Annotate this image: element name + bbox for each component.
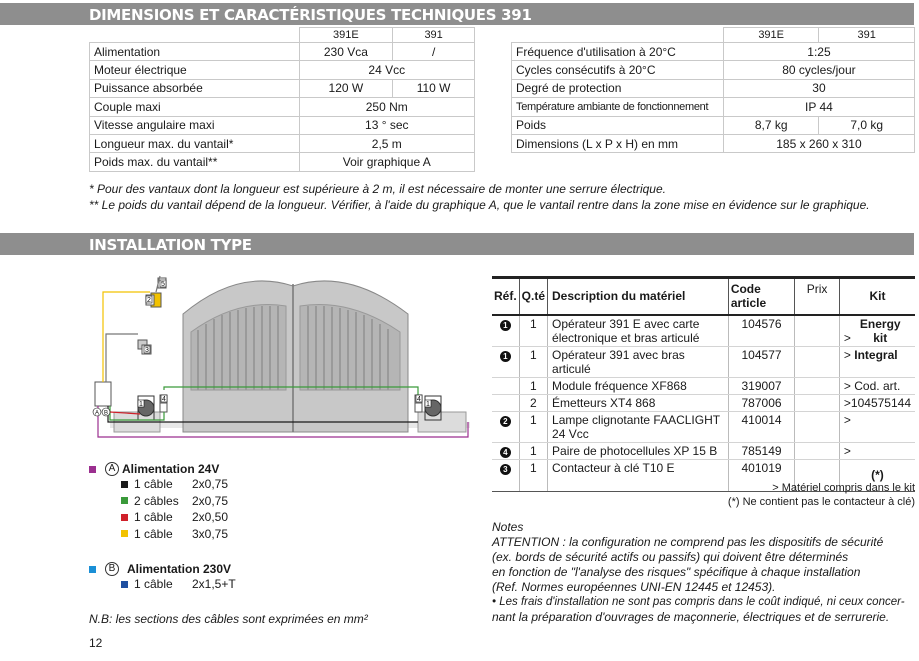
spec-label: Moteur électrique (90, 61, 300, 79)
cable-section-note: N.B: les sections des câbles sont exprimées en mm² (89, 612, 368, 626)
spec-label: Poids (512, 116, 724, 134)
spec-value: 80 cycles/jour (723, 61, 914, 79)
section-title-specs: DIMENSIONS ET CARACTÉRISTIQUES TECHNIQUES 391 (0, 3, 914, 25)
diagram-label-4b: 4 (417, 396, 421, 403)
spec-value: 13 ° sec (299, 116, 474, 134)
spec-value: 24 Vcc (299, 61, 474, 79)
cable-row: 1 câble 2x0,75 (89, 476, 389, 493)
footnote: * Pour des vantaux dont la longueur est supérieure à 2 m, il est nécessaire de monter une serrure électrique. (89, 182, 666, 196)
col-ref: Réf. (492, 278, 519, 315)
ref-badge: 4 (500, 447, 511, 458)
page-number: 12 (89, 636, 103, 650)
diagram-label-a: A (95, 410, 100, 417)
notes-line: nant la préparation d'ouvrages de maçonnerie, électriques et de serrurerie. (492, 610, 890, 624)
spec-label: Fréquence d'utilisation à 20°C (512, 43, 724, 61)
cable-color-swatch (121, 581, 128, 588)
col-code: Code article (728, 278, 794, 315)
spec-table-right (511, 27, 915, 153)
cable-row: 2 câbles 2x0,75 (89, 493, 389, 510)
cable-row: 1 câble 2x0,50 (89, 509, 389, 526)
table-row: 1 1 Opérateur 391 avec bras articulé 104577 > Integral (492, 346, 915, 377)
spec-label: Alimentation (90, 43, 300, 61)
kit-note-star: (*) (871, 467, 884, 482)
spec-value: 250 Nm (299, 98, 474, 116)
spec-label: Poids max. du vantail** (90, 153, 300, 171)
spec-table-left (89, 27, 475, 172)
table-row: 3 1 Contacteur à clé T10 E 401019 (*) (492, 459, 915, 491)
material-table (492, 276, 915, 492)
table-row: 4 1 Paire de photocellules XP 15 B 785149 > (492, 442, 915, 459)
notes-line: (ex. bords de sécurité actifs ou passifs) qui doivent être déterminés (492, 550, 849, 564)
notes-title: Notes (492, 520, 524, 534)
col-kit: Kit (839, 278, 915, 315)
cable-row: 1 câble 2x1,5+T (89, 576, 389, 593)
spec-value: 230 Vca (299, 43, 393, 61)
notes-block (492, 520, 914, 625)
marker-square-icon (89, 466, 96, 473)
diagram-label-5: 5 (161, 281, 165, 288)
notes-line: ATTENTION : la configuration ne comprend pas les dispositifs de sécurité (492, 535, 884, 549)
spec-label: Couple maxi (90, 98, 300, 116)
legend-supply-b (89, 562, 389, 593)
footnote: ** Le poids du vantail dépend de la longueur. Vérifier, à l'aide du graphique A, que le vantail rentre dans la zone mise en évidence sur le graphique. (89, 198, 870, 212)
ref-badge: 1 (500, 351, 511, 362)
cable-row: 1 câble 3x0,75 (89, 526, 389, 543)
control-box-icon (95, 382, 111, 406)
kit-energy: Energy kit (859, 316, 901, 345)
table-row: 1 1 Opérateur 391 E avec carte électronique et bras articulé 104576 > Energy kit (492, 315, 915, 347)
notes-line: • Les frais d'installation ne sont pas compris dans le coût indiqué, ni ceux concer- (492, 596, 905, 608)
cable-color-swatch (121, 514, 128, 521)
diagram-label-1: 1 (139, 401, 143, 408)
letter-a-icon: A (105, 462, 119, 476)
col-desc: Description du matériel (548, 278, 729, 315)
ref-badge: 1 (500, 320, 511, 331)
spec-value: / (393, 43, 475, 61)
section-title-installation: INSTALLATION TYPE (0, 233, 914, 255)
table-row: 2 Émetteurs XT4 868 787006 >104575144 (492, 394, 915, 411)
spec-value: IP 44 (723, 98, 914, 116)
ref-badge: 3 (500, 464, 511, 475)
notes-line: en fonction de "l'analyse des risques" spécifique à chaque installation (492, 565, 861, 579)
spec-value: 30 (723, 79, 914, 97)
legend-title-b: B Alimentation 230V (89, 562, 389, 576)
col-header: 391 (819, 28, 915, 43)
kit-exclusion-note: (*) Ne contient pas le contacteur à clé) (727, 496, 915, 508)
kit-integral: Integral (854, 347, 898, 362)
spec-label: Température ambiante de fonctionnement (512, 98, 724, 116)
diagram-label-1b: 1 (426, 401, 430, 408)
notes-line: (Ref. Normes européennes UNI-EN 12445 et 12453). (492, 580, 776, 594)
spec-label: Dimensions (L x P x H) en mm (512, 134, 724, 152)
col-header: 391E (723, 28, 819, 43)
table-row: 1 Module fréquence XF868 319007 > Cod. art. (492, 377, 915, 394)
spec-value: 1:25 (723, 43, 914, 61)
spec-value: Voir graphique A (299, 153, 474, 171)
diagram-label-b: B (104, 410, 109, 417)
marker-square-icon (89, 566, 96, 573)
col-header: 391 (393, 28, 475, 43)
spec-label: Puissance absorbée (90, 79, 300, 97)
cable-color-swatch (121, 530, 128, 537)
spec-value: 185 x 260 x 310 (723, 134, 914, 152)
spec-label: Vitesse angulaire maxi (90, 116, 300, 134)
legend-supply-a (89, 462, 389, 542)
spec-label: Degré de protection (512, 79, 724, 97)
spec-label: Longueur max. du vantail* (90, 134, 300, 152)
spec-value: 8,7 kg (723, 116, 819, 134)
diagram-label-2: 2 (147, 297, 151, 304)
diagram-label-3: 3 (145, 347, 149, 354)
letter-b-icon: B (105, 562, 119, 576)
spec-value: 7,0 kg (819, 116, 915, 134)
col-qty: Q.té (519, 278, 547, 315)
spec-value: 120 W (299, 79, 393, 97)
col-header: 391E (299, 28, 393, 43)
table-row: 2 1 Lampe clignotante FAACLIGHT 24 Vcc 410014 > (492, 411, 915, 442)
ref-badge: 2 (500, 416, 511, 427)
spec-value: 110 W (393, 79, 475, 97)
diagram-label-4: 4 (162, 396, 166, 403)
cable-color-swatch (121, 481, 128, 488)
legend-title-a: A Alimentation 24V (89, 462, 389, 476)
col-price: Prix (795, 278, 840, 315)
spec-label: Cycles consécutifs à 20°C (512, 61, 724, 79)
installation-diagram (88, 272, 473, 450)
kit-included-note: > Matériel compris dans le kit (772, 482, 915, 494)
spec-value: 2,5 m (299, 134, 474, 152)
cable-color-swatch (121, 497, 128, 504)
